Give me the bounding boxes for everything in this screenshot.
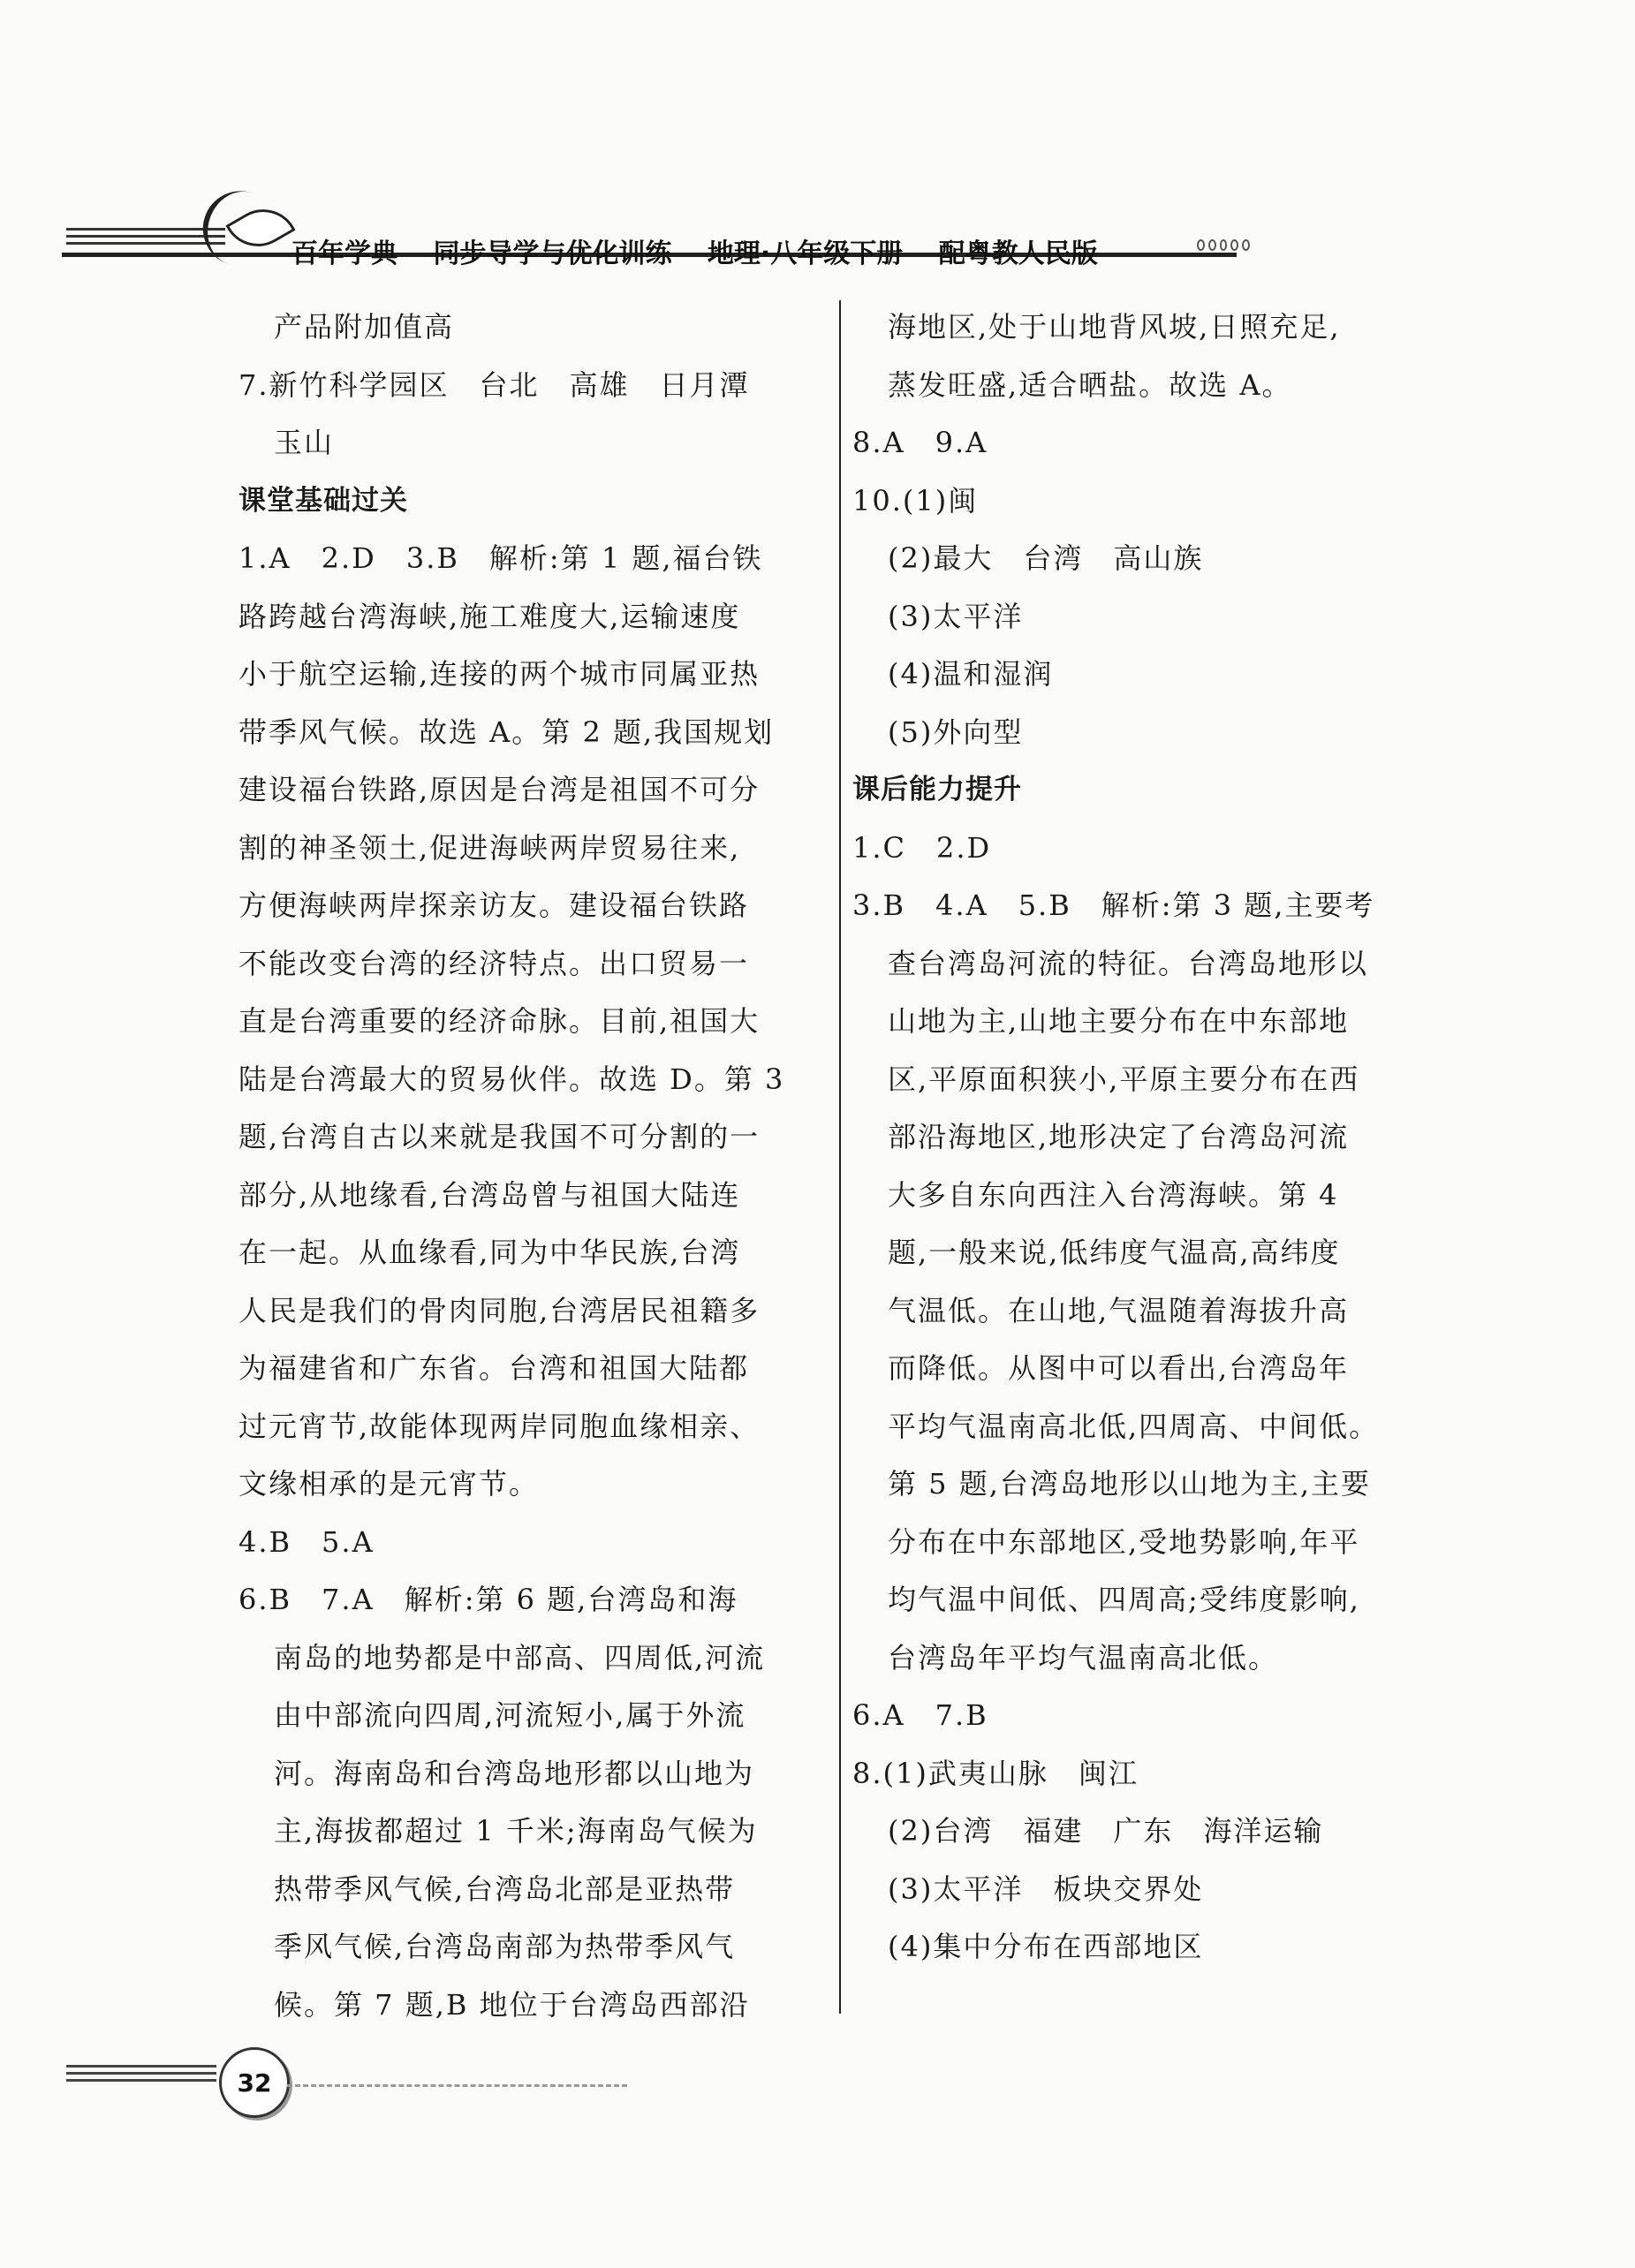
answer-line: 热带季风气候,台湾岛北部是亚热带 — [274, 1871, 736, 1906]
answer-line: (4)集中分布在西部地区 — [888, 1930, 1204, 1963]
answer-line: 10.(1)闽 — [852, 483, 979, 518]
answer-line: 3.B 4.A 5.B 解析:第 3 题,主要考 — [852, 888, 1375, 922]
answer-line: 小于航空运输,连接的两个城市同属亚热 — [238, 657, 761, 691]
answer-line: 查台湾岛河流的特征。台湾岛地形以 — [888, 946, 1369, 980]
answer-line: 大多自东向西注入台湾海峡。第 4 — [888, 1177, 1339, 1212]
answer-line: 均气温中间低、四周高;受纬度影响, — [888, 1583, 1360, 1616]
answer-line: 部沿海地区,地形决定了台湾岛河流 — [888, 1120, 1350, 1153]
answer-line: 1.A 2.D 3.B 解析:第 1 题,福台铁 — [238, 541, 763, 575]
answer-line: (3)太平洋 — [888, 599, 1024, 633]
header-subject: 地理·八年级下册 — [707, 238, 904, 269]
section-heading: 课堂基础过关 — [238, 484, 408, 517]
answer-line: 带季风气候。故选 A。第 2 题,我国规划 — [238, 714, 775, 749]
answer-line: 由中部流向四周,河流短小,属于外流 — [274, 1698, 746, 1732]
header-title — [291, 231, 1124, 270]
section-heading: 课后能力提升 — [852, 774, 1022, 805]
answer-line: 区,平原面积狭小,平原主要分布在西 — [888, 1062, 1360, 1096]
answer-line: 文缘相承的是元宵节。 — [238, 1467, 540, 1501]
answer-line: 陆是台湾最大的贸易伙伴。故选 D。第 3 — [238, 1062, 785, 1096]
answer-line: 蒸发旺盛,适合晒盐。故选 A。 — [888, 367, 1292, 402]
answer-line: 台湾岛年平均气温南高北低。 — [888, 1640, 1279, 1675]
answer-line: 海地区,处于山地背风坡,日照充足, — [888, 310, 1341, 344]
answer-line: 在一起。从血缘看,同为中华民族,台湾 — [238, 1236, 741, 1269]
page-number: 32 — [237, 2068, 272, 2098]
answer-line: 方便海峡两岸探亲访友。建设福台铁路 — [238, 888, 750, 922]
answer-line: (4)温和湿润 — [888, 657, 1054, 691]
answer-line: 人民是我们的骨肉同胞,台湾居民祖籍多 — [238, 1293, 761, 1327]
answer-line: 山地为主,山地主要分布在中东部地 — [888, 1004, 1350, 1038]
header-series: 同步导学与优化训练 — [433, 238, 672, 269]
page-number-badge — [219, 2047, 290, 2118]
answer-line: 主,海拔都超过 1 千米;海南岛气候为 — [274, 1814, 758, 1848]
answer-line: 1.C 2.D — [852, 830, 992, 865]
answer-line: 分布在中东部地区,受地势影响,年平 — [888, 1524, 1360, 1559]
answer-line: 6.A 7.B — [852, 1698, 988, 1732]
footer-speed-lines — [66, 2065, 216, 2086]
answer-line: 不能改变台湾的经济特点。出口贸易一 — [238, 946, 750, 980]
answer-line: 7.新竹科学园区 台北 高雄 日月潭 — [238, 367, 750, 402]
answer-line: 候。第 7 题,B 地位于台湾岛西部沿 — [274, 1987, 750, 2022]
header-dots-decoration — [1197, 239, 1250, 252]
answer-line: 直是台湾重要的经济命脉。目前,祖国大 — [238, 1004, 761, 1038]
header-edition: 配粤教人民版 — [938, 238, 1098, 269]
left-answer-column — [238, 299, 821, 2034]
answer-line: 部分,从地缘看,台湾岛曾与祖国大陆连 — [238, 1177, 741, 1212]
answer-line: 过元宵节,故能体现两岸同胞血缘相亲、 — [238, 1409, 761, 1443]
answer-line: (5)外向型 — [888, 714, 1024, 749]
answer-line: 产品附加值高 — [274, 310, 455, 344]
answer-line: 季风气候,台湾岛南部为热带季风气 — [274, 1930, 736, 1963]
answer-line: 8.A 9.A — [852, 426, 988, 459]
answer-line: (2)台湾 福建 广东 海洋运输 — [888, 1814, 1324, 1848]
answer-line: 而降低。从图中可以看出,台湾岛年 — [888, 1351, 1350, 1385]
answer-line: 割的神圣领土,促进海峡两岸贸易往来, — [238, 830, 741, 865]
answer-line: 平均气温南高北低,四周高、中间低。 — [888, 1409, 1380, 1443]
answer-line: 河。海南岛和台湾岛地形都以山地为 — [274, 1756, 755, 1790]
answer-line: 题,台湾自古以来就是我国不可分割的一 — [238, 1120, 761, 1153]
answer-line: 6.B 7.A 解析:第 6 题,台湾岛和海 — [238, 1583, 738, 1616]
column-divider — [839, 300, 841, 2014]
header-speed-lines — [66, 228, 225, 249]
answer-line: 南岛的地势都是中部高、四周低,河流 — [274, 1640, 766, 1675]
answer-line: 气温低。在山地,气温随着海拔升高 — [888, 1293, 1350, 1327]
answer-line: 8.(1)武夷山脉 闽江 — [852, 1756, 1139, 1790]
answer-line: (3)太平洋 板块交界处 — [888, 1871, 1204, 1906]
answer-line: 建设福台铁路,原因是台湾是祖国不可分 — [238, 773, 761, 806]
footer-dashed-rule — [287, 2084, 627, 2087]
answer-line: 题,一般来说,低纬度气温高,高纬度 — [888, 1236, 1341, 1269]
answer-line: 玉山 — [274, 426, 335, 459]
answer-line: 4.B 5.A — [238, 1524, 375, 1559]
answer-line: 第 5 题,台湾岛地形以山地为主,主要 — [888, 1467, 1372, 1501]
answer-line: 路跨越台湾海峡,施工难度大,运输速度 — [238, 599, 741, 633]
answer-line: (2)最大 台湾 高山族 — [888, 541, 1204, 575]
right-answer-column — [852, 299, 1435, 1977]
answer-line: 为福建省和广东省。台湾和祖国大陆都 — [238, 1351, 750, 1385]
header-brand: 百年学典 — [291, 238, 397, 269]
